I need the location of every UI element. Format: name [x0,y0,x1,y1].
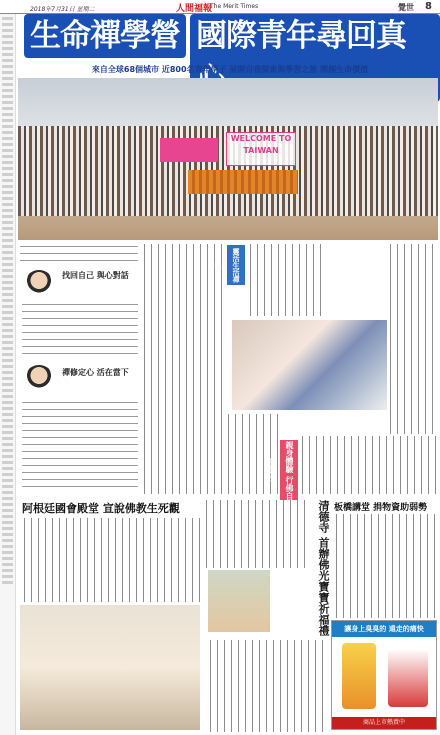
story-headline-temple: 清德寺 首辦佛光寶寶祈福禮 [317,500,330,636]
advertisement[interactable] [331,620,437,730]
page-number: 8 [425,1,432,12]
profile-title-1: 找回自己 與心對話 [62,271,129,280]
story-text-temple [208,640,326,732]
story-photo-temple [208,570,270,632]
ad-product-bottle [342,643,376,709]
index-strip [0,14,16,735]
flag-photo [232,320,387,410]
monastics-row [188,170,298,194]
profile-photo-2 [24,365,54,395]
page-header [0,0,440,14]
subheadline: 來自全球68個城市 近800名青年學子 展開自我探索與學習之旅 開創生命價值 [91,65,369,74]
story-headline-banqiao: 板橋講堂 捐物資助弱勢 [334,503,428,513]
profile-title-2: 禪修定心 活在當下 [62,368,129,377]
story-photo-argentina [20,605,200,730]
kicker-red: 親身體驗 行佛自我覺悟 [280,440,298,500]
event-sign [160,138,218,162]
story-text-argentina [22,518,200,602]
article-body-col1 [142,244,224,494]
newspaper-brand: 人間福報 [176,4,213,14]
story-text-banqiao [334,514,438,618]
article-body-col5 [300,436,438,494]
article-body-col4 [226,414,278,494]
ad-title: 讓身上臭臭的 遠走的痛快 [332,621,436,637]
issue-date: 2018年7月31日 星期二 [30,6,95,13]
photo-caption-text [20,244,138,266]
headline-part1: 生命禪學營 [24,14,186,58]
profile-photo-1 [24,270,54,300]
kicker-blue: 靈活生活禪味 [227,245,245,285]
article-body-col2 [248,244,326,316]
story-headline-argentina: 阿根廷國會殿堂 宣說佛教生死觀 [22,502,180,515]
ad-product-box [388,649,428,707]
profile-text-1 [22,302,138,358]
story-text-argentina-2 [204,500,308,568]
section-name: 覺世 [398,3,414,12]
profile-text-2 [22,400,138,490]
newspaper-brand-en: The Merit Times [210,3,259,10]
welcome-banner: WELCOME TO TAIWAN [226,132,296,166]
article-body-col3 [388,244,438,434]
headline-part2: 國際青年尋回真 [190,14,440,102]
ad-footer: 商品上市熱賣中 [332,717,436,729]
